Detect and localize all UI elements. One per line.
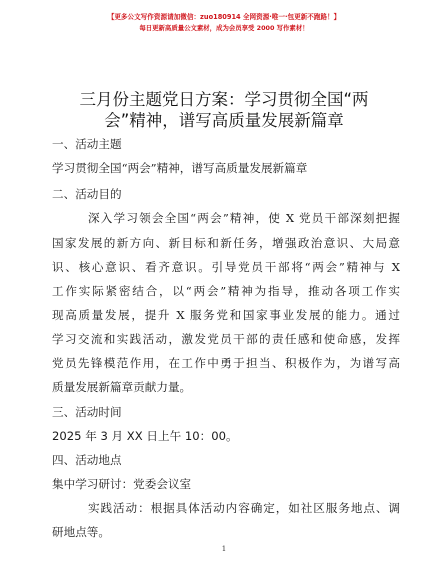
document-title-line-1: 三月份主题党日方案：学习贯彻全国“两 [79, 90, 369, 109]
purpose-paragraph-line: 深入学习领会全国“两会”精神，使 X 党员干部深刻把握 [88, 211, 400, 225]
section-text-theme: 学习贯彻全国“两会”精神，谱写高质量发展新篇章 [52, 161, 308, 175]
section-heading-purpose: 二、活动目的 [52, 187, 122, 201]
promo-banner-line-2: 每日更新高质量公文素材，成为会员享受 2000 写作素材！ [139, 24, 309, 32]
location-line-practice: 实践活动：根据具体活动内容确定，如社区服务地点、调 [88, 501, 400, 515]
purpose-paragraph-line: 学习交流和实践活动，激发党员干部的责任感和使命感，发挥 [52, 332, 400, 346]
promo-banner-line-1: 【更多公文写作资源请加微信：zuo180914 全网资源·唯一·包更新不跑路！】 [107, 13, 341, 21]
page-number: 1 [221, 545, 227, 553]
purpose-paragraph-line: 现高质量发展，提升 X 服务党和国家事业发展的能力。通过 [52, 308, 400, 322]
location-line-meeting: 集中学习研讨：党委会议室 [52, 477, 192, 491]
location-line-practice-cont: 研地点等。 [52, 525, 110, 539]
purpose-paragraph-line: 党员先锋模范作用，在工作中勇于担当、积极作为，为谱写高 [52, 356, 400, 370]
purpose-paragraph-line: 国家发展的新方向、新目标和新任务，增强政治意识、大局意 [52, 236, 400, 250]
purpose-paragraph-line: 工作实际紧密结合，以“两会”精神为指导，推动各项工作实 [52, 284, 400, 298]
document-title-line-2: 会”精神，谱写高质量发展新篇章 [104, 111, 344, 130]
purpose-paragraph-line: 质量发展新篇章贡献力量。 [52, 380, 192, 394]
section-text-time: 2025 年 3 月 XX 日上午 10：00。 [52, 429, 238, 443]
section-heading-theme: 一、活动主题 [52, 137, 122, 151]
purpose-paragraph-line: 识、核心意识、看齐意识。引导党员干部将“两会”精神与 X [52, 260, 400, 274]
section-heading-time: 三、活动时间 [52, 405, 122, 419]
section-heading-location: 四、活动地点 [52, 453, 122, 467]
